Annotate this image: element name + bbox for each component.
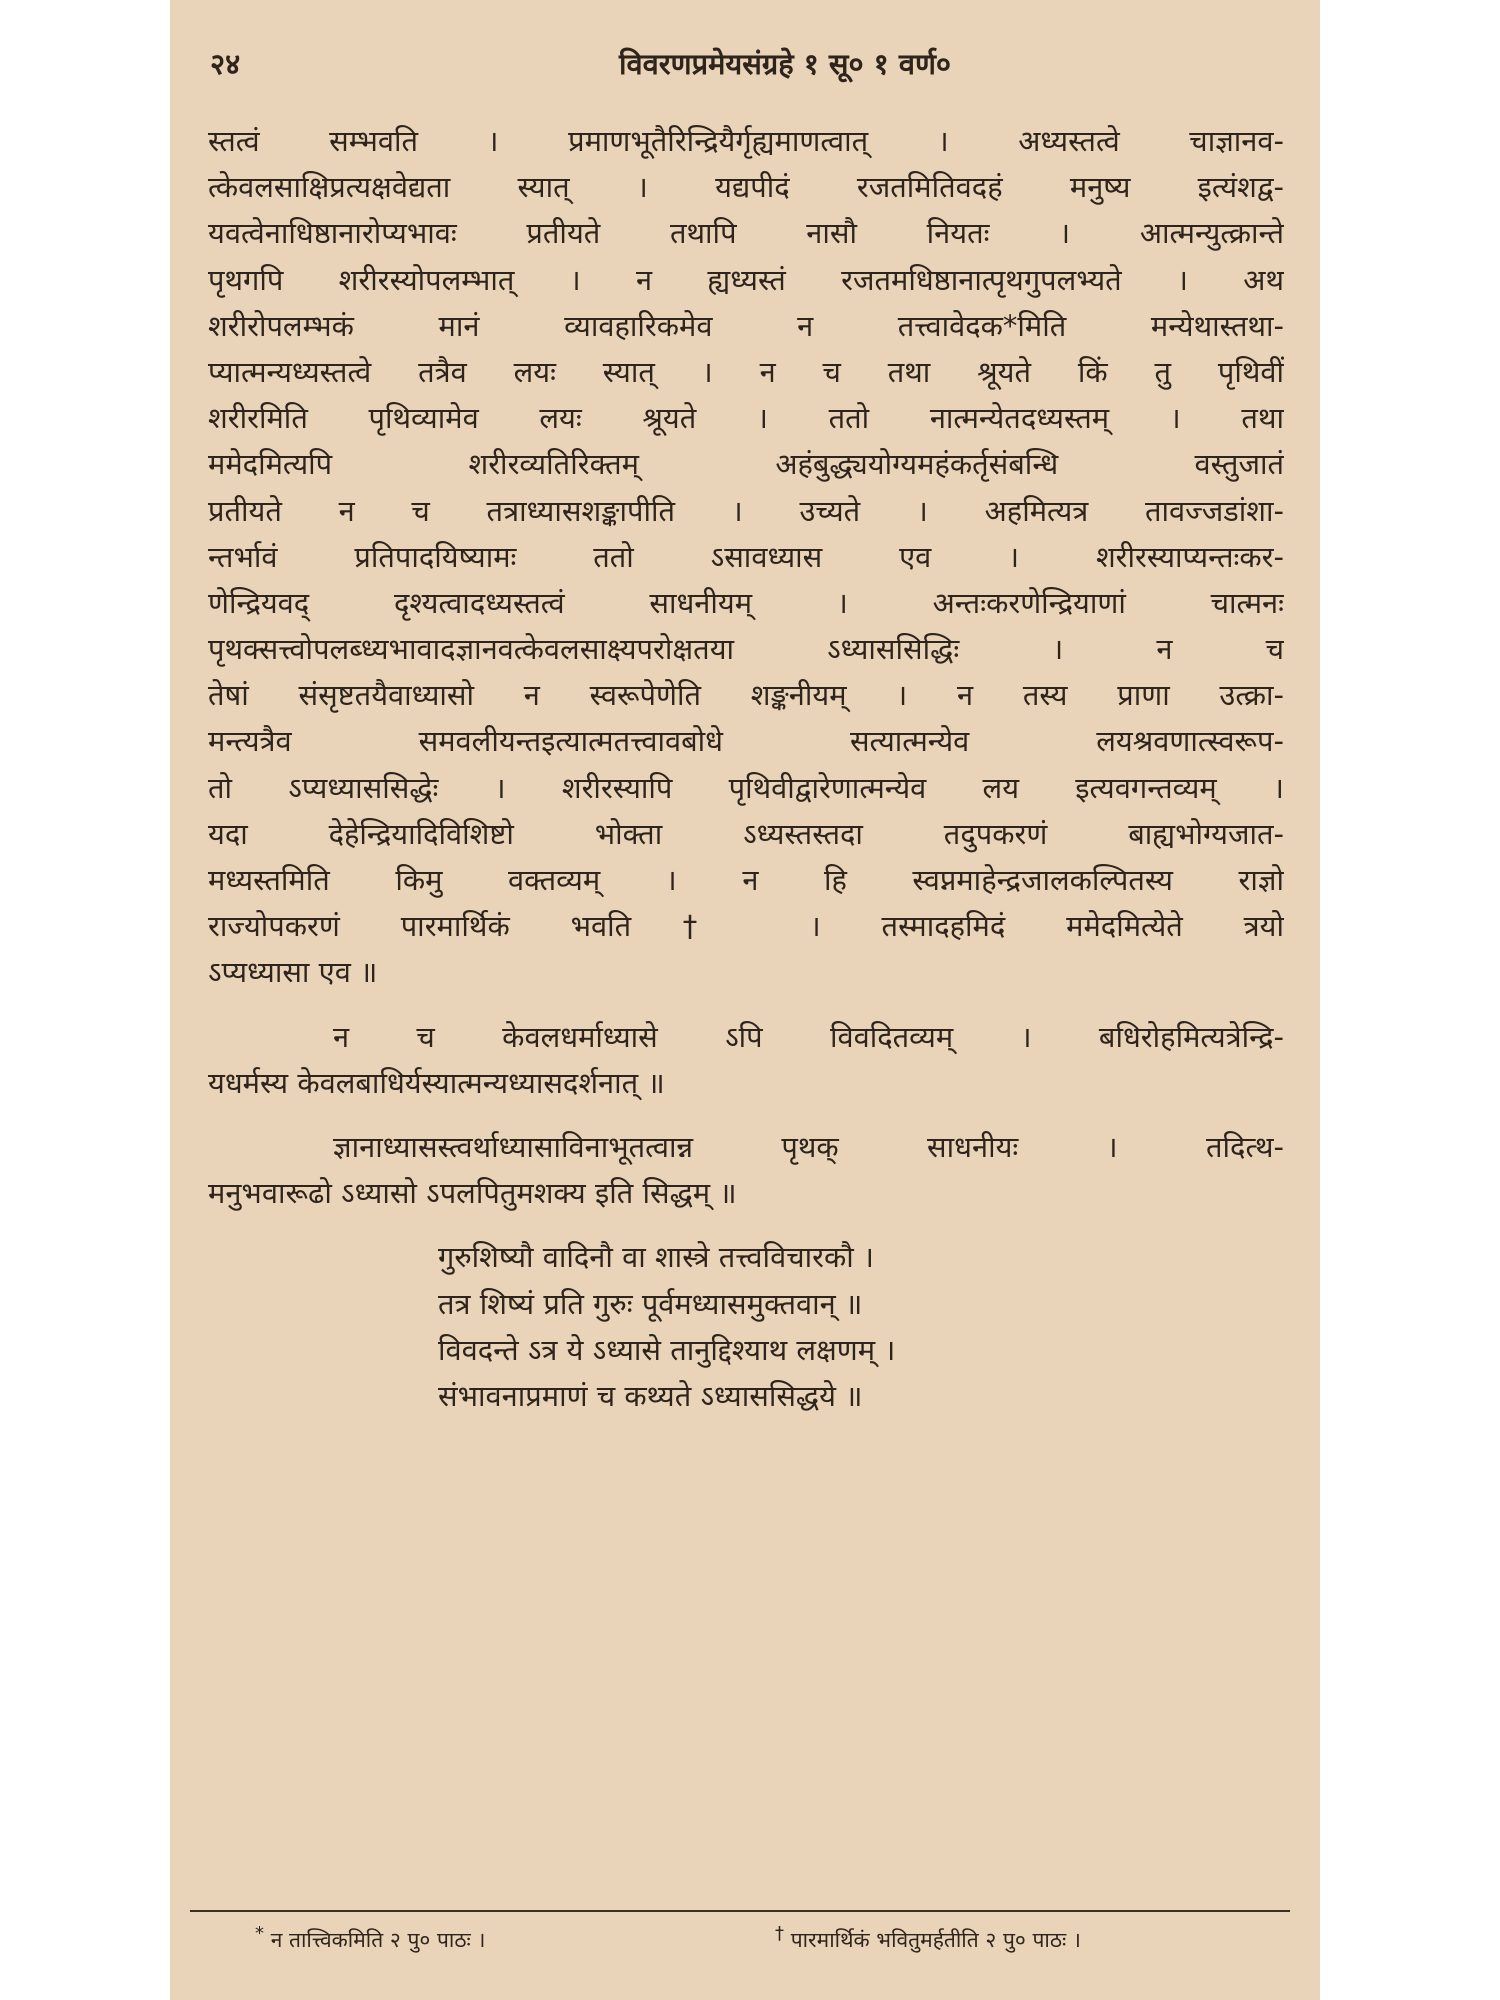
- text-line: प्यात्मन्यध्यस्तत्वे तत्रैव लयः स्यात् । न च तथा श्रूयते किं तु पृथिवीं: [208, 354, 1284, 389]
- footnote-mark: †: [775, 1923, 784, 1944]
- page-body: [208, 118, 1284, 1419]
- text-line: मनुभवारूढो ऽध्यासो ऽपलपितुमशक्य इति सिद्धम् ॥: [208, 1176, 737, 1211]
- text-line: ज्ञानाध्यासस्त्वर्थाध्यासाविनाभूतत्वान्न पृथक् साधनीयः । तदित्थ-: [333, 1129, 1284, 1164]
- footnotes: [255, 1923, 1290, 1963]
- page-number: २४: [210, 47, 241, 81]
- text-line: न च केवलधर्माध्यासे ऽपि विवदितव्यम् । बधिरोहमित्यत्रेन्द्रि-: [333, 1019, 1284, 1054]
- footnote-mark: *: [255, 1923, 264, 1944]
- footnote-1: [255, 1923, 485, 1954]
- text-line: तो ऽप्यध्याससिद्धेः । शरीरस्यापि पृथिवीद्वारेणात्मन्येव लय इत्यवगन्तव्यम् ।: [208, 770, 1284, 805]
- verse-line: गुरुशिष्यौ वादिनौ वा शास्त्रे तत्त्वविचारकौ ।: [438, 1240, 874, 1275]
- page-header: [210, 44, 1280, 94]
- text-line: प्रतीयते न च तत्राध्यासशङ्कापीति । उच्यते । अहमित्यत्र तावज्जडांशा-: [208, 493, 1284, 528]
- text-line: पृथगपि शरीरस्योपलम्भात् । न ह्यध्यस्तं रजतमधिष्ठानात्पृथगुपलभ्यते । अथ: [208, 262, 1284, 297]
- verse-block: [208, 1234, 1284, 1419]
- text-line: णेन्द्रियवद् दृश्यत्वादध्यस्तत्वं साधनीयम् । अन्तःकरणेन्द्रियाणां चात्मनः: [208, 585, 1284, 620]
- text-line: पृथक्सत्त्वोपलब्ध्यभावादज्ञानवत्केवलसाक्ष्यपरोक्षतया ऽध्याससिद्धिः । न च: [208, 632, 1284, 667]
- text-line: स्तत्वं सम्भवति । प्रमाणभूतैरिन्द्रियैर्गृह्यमाणत्वात् । अध्यस्तत्वे चाज्ञानव-: [208, 124, 1284, 158]
- text-line: ममेदमित्यपि शरीरव्यतिरिक्तम् अहंबुद्ध्ययोग्यमहंकर्तृसंबन्धि वस्तुजातं: [208, 447, 1284, 482]
- text-line: मध्यस्तमिति किमु वक्तव्यम् । न हि स्वप्नमाहेन्द्रजालकल्पितस्य राज्ञो: [208, 863, 1284, 897]
- text-line: मन्त्यत्रैव समवलीयन्तइत्यात्मतत्त्वावबोधे सत्यात्मन्येव लयश्रवणात्स्वरूप-: [208, 724, 1284, 759]
- text-line: शरीरमिति पृथिव्यामेव लयः श्रूयते । ततो नात्मन्येतदध्यस्तम् । तथा: [208, 401, 1284, 436]
- text-line: यवत्वेनाधिष्ठानारोप्यभावः प्रतीयते तथापि नासौ नियतः । आत्मन्युत्क्रान्ते: [208, 216, 1284, 251]
- document-page: [170, 0, 1320, 2000]
- paragraph-3: [208, 1124, 1284, 1216]
- verse-line: तत्र शिष्यं प्रति गुरुः पूर्वमध्यासमुक्तवान् ॥: [438, 1286, 863, 1321]
- text-line: न्तर्भावं प्रतिपादयिष्यामः ततो ऽसावध्यास एव । शरीरस्याप्यन्तःकर-: [208, 539, 1284, 574]
- text-line: राज्योपकरणं पारमार्थिकं भवति† । तस्मादहमिदं ममेदमित्येते त्रयो: [208, 909, 1284, 944]
- text-line: यधर्मस्य केवलबाधिर्यस्यात्मन्यध्यासदर्शनात् ॥: [208, 1065, 665, 1100]
- text-line: त्केवलसाक्षिप्रत्यक्षवेद्यता स्यात् । यद्यपीदं रजतमितिवदहं मनुष्य इत्यंशद्व-: [208, 170, 1284, 205]
- paragraph-2: [208, 1014, 1284, 1106]
- text-line: यदा देहेन्द्रियादिविशिष्टो भोक्ता ऽध्यस्तस्तदा तदुपकरणं बाह्यभोग्यजात-: [208, 816, 1284, 851]
- text-line: तेषां संसृष्टतयैवाध्यासो न स्वरूपेणेति शङ्कनीयम् । न तस्य प्राणा उत्क्रा-: [208, 678, 1284, 713]
- footnote-divider: [190, 1910, 1290, 1912]
- footnote-text: न तात्त्विकमिति २ पु० पाठः ।: [270, 1928, 486, 1952]
- text-line: ऽप्यध्यासा एव ॥: [208, 955, 378, 990]
- running-head: विवरणप्रमेयसंग्रहे १ सू० १ वर्ण०: [618, 47, 951, 81]
- text-line: शरीरोपलम्भकं मानं व्यावहारिकमेव न तत्त्वावेदक*मिति मन्येथास्तथा-: [208, 308, 1284, 343]
- paragraph-1: [208, 118, 1284, 996]
- footnote-text: पारमार्थिकं भवितुमर्हतीति २ पु० पाठः ।: [790, 1928, 1081, 1952]
- verse-line: विवदन्ते ऽत्र ये ऽध्यासे तानुद्दिश्याथ लक्षणम् ।: [438, 1332, 896, 1367]
- verse-line: संभावनाप्रमाणं च कथ्यते ऽध्याससिद्धये ॥: [438, 1378, 863, 1413]
- footnote-2: [775, 1923, 1081, 1954]
